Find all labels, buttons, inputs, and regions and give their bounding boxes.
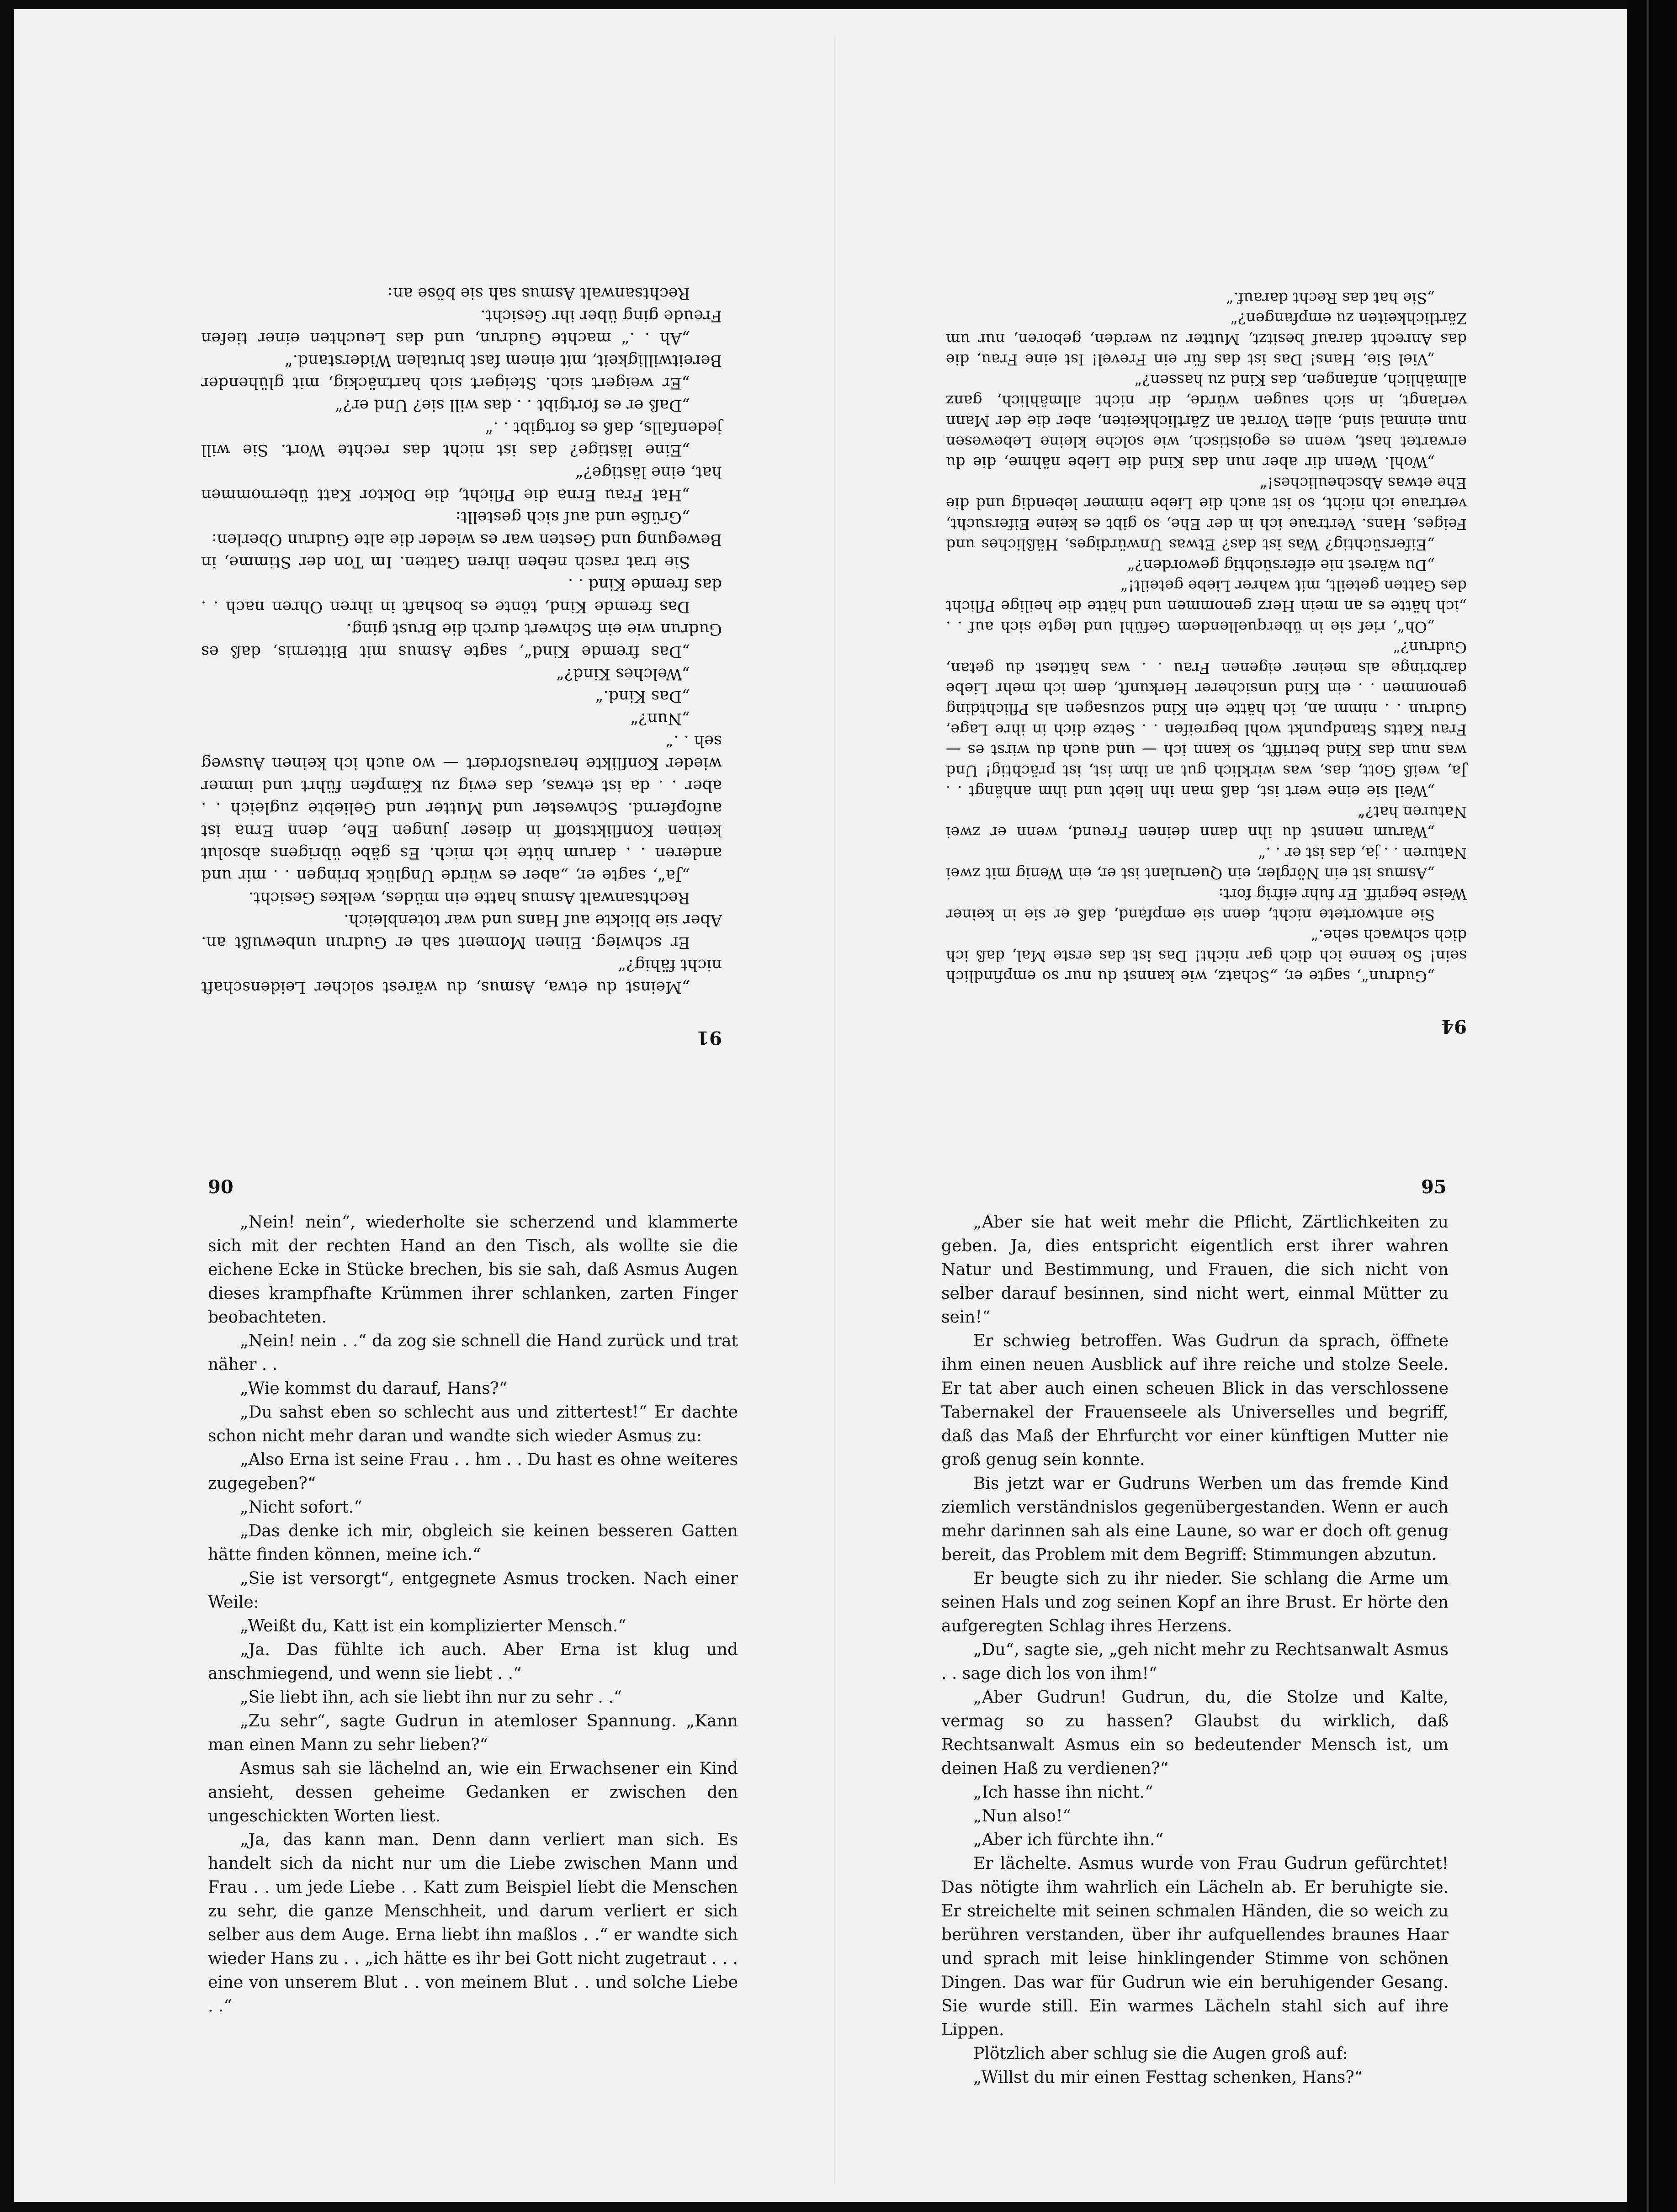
paragraph: „Eifersüchtig? Was ist das? Etwas Unwürdiges, Häßliches und Feiges, Hans. Vertraue ich in der Ehe, so gibt es keine Eifersucht, vertraue ich nicht, so ist auch die Liebe nimmer lebendig und die Ehe etwas Abscheuliches!“ bbox=[946, 474, 1467, 554]
paragraph: Das fremde Kind, tönte es boshaft in ihren Ohren nach . . das fremde Kind . . bbox=[201, 575, 722, 616]
paragraph: „Meinst du etwa, Asmus, du wärest solcher Leidenschaft nicht fähig?“ bbox=[201, 956, 722, 996]
paragraph: „Eine lästige? das ist nicht das rechte Wort. Sie will jedenfalls, daß es fortgibt . .“ bbox=[201, 418, 722, 459]
paragraph: „Aber Gudrun! Gudrun, du, die Stolze und Kalte, vermag so zu hassen? Glaubst du wirklich, daß Rechtsanwalt Asmus ein so bedeutender Mensch ist, um deinen Haß zu verdienen?“ bbox=[941, 1688, 1449, 1778]
paragraph: Er lächelte. Asmus wurde von Frau Gudrun gefürchtet! Das nötigte ihm wahrlich ein Lächeln ab. Er beruhigte sie. Er streichelte mit seinen schmalen Händen, die so weich zu berühren verstanden, über ihr aufquellendes braunes Haar und sprach mit leise hinklingender Stimme von schönen Dingen. Das war für Gudrun wie ein beruhigender Gesang. Sie wurde still. Ein warmes Lächeln stahl sich auf ihre Lippen. bbox=[941, 1854, 1449, 2039]
paragraph: „Nein! nein“, wiederholte sie scherzend und klammerte sich mit der rechten Hand an den Tisch, als wollte sie die eichene Ecke in Stücke brechen, bis sie sah, daß Asmus Augen dieses krampfhafte Krümmen ihrer schlanken, zarten Finger beobachteten. bbox=[208, 1213, 738, 1327]
paragraph: „Du“, sagte sie, „geh nicht mehr zu Rechtsanwalt Asmus . . sage dich los von ihm!“ bbox=[941, 1640, 1449, 1683]
paragraph: „Das Kind.“ bbox=[595, 687, 690, 705]
page-number-90: 90 bbox=[208, 1176, 234, 1198]
paragraph: „Asmus ist ein Nörgler, ein Querulant ist er, ein Wenig mit zwei Naturen . . ja, das ist er . .“ bbox=[946, 844, 1467, 883]
paragraph: „Du wärest nie eifersüchtig geworden?“ bbox=[1127, 556, 1435, 574]
lower-right-text-column bbox=[941, 1211, 1449, 2090]
paragraph: „Viel Sie, Hans! Das ist das für ein Frevel! Ist eine Frau, die das Anrecht darauf besitzt, Mutter zu werden, geboren, nur um Zärtlichkeiten zu empfangen?“ bbox=[946, 310, 1467, 369]
paragraph: „Oh“, rief sie in überquellendem Gefühl und legte sich auf . . „ich hätte es an mein Herz genommen und hätte die heilige Pflicht des Gatten geteilt, mit wahrer Liebe geteilt!“ bbox=[946, 577, 1467, 636]
paragraph: „Weißt du, Katt ist ein komplizierter Mensch.“ bbox=[240, 1617, 626, 1635]
paragraph: „Also Erna ist seine Frau . . hm . . Du hast es ohne weiteres zugegeben?“ bbox=[208, 1450, 738, 1493]
paragraph: „Nun also!“ bbox=[973, 1807, 1071, 1826]
page-number: 91 bbox=[696, 1027, 722, 1048]
paragraph: „Aber sie hat weit mehr die Pflicht, Zärtlichkeiten zu geben. Ja, dies entspricht eigentlich erst ihrer wahren Natur und Bestimmung, und Frauen, die sich nicht von selber darauf besinnen, sind nicht wert, einmal Mütter zu sein!“ bbox=[941, 1213, 1449, 1327]
paragraph: „Aber ich fürchte ihn.“ bbox=[973, 1831, 1163, 1849]
page-number-95: 95 bbox=[1421, 1176, 1447, 1198]
paragraph: „Nein! nein . .“ da zog sie schnell die Hand zurück und trat näher . . bbox=[208, 1332, 738, 1374]
paragraph: „Wie kommst du darauf, Hans?“ bbox=[240, 1379, 508, 1398]
paragraph: „Grüße und auf sich gestellt: bbox=[455, 508, 690, 526]
paragraph: „Wohl. Wenn dir aber nun das Kind die Liebe nähme, die du erwartet hast, wenn es egoistisch, wie solche kleine Lebewesen nun einmal sind, allen Vorrat an Zärtlichkeiten, aber die der Mann verlangt, in sich saugen würde, dir nicht allmählich, ganz allmählich, anfangen, das Kind zu hassen?“ bbox=[946, 371, 1467, 471]
paragraph: Er schwieg. Einen Moment sah er Gudrun unbewußt an. Aber sie blickte auf Hans und war totenbleich. bbox=[201, 911, 722, 952]
paragraph: „Gudrun“, sagte er, „Schatz, wie kannst du nur so empfindlich sein! So kenne ich dich gar nicht! Das ist das erste Mal, daß ich dich schwach sehe.“ bbox=[946, 926, 1467, 985]
paragraph: „Ja. Das fühlte ich auch. Aber Erna ist klug und anschmiegend, und wenn sie liebt . .“ bbox=[208, 1640, 738, 1683]
page-number: 94 bbox=[1441, 1016, 1467, 1037]
paragraph: „Er weigert sich. Steigert sich hartnäckig, mit glühender Bereitwilligkeit, mit einem fast brutalen Widerstand.“ bbox=[201, 351, 722, 392]
paragraph: „Sie liebt ihn, ach sie liebt ihn nur zu sehr . .“ bbox=[240, 1688, 622, 1707]
paragraph: „Ah . .“ machte Gudrun, und das Leuchten einer tiefen Freude ging über ihr Gesicht. bbox=[201, 307, 722, 347]
paragraph: Sie antwortete nicht, denn sie empfand, daß er sie in keiner Weise begriff. Er fuhr eifrig fort: bbox=[946, 885, 1467, 924]
paragraph: Rechtsanwalt Asmus sah sie böse an: bbox=[387, 284, 690, 302]
scanner-edge bbox=[1627, 0, 1677, 2212]
paragraph: „Hat Frau Erna die Pflicht, die Doktor Katt übernommen hat, eine lästige?“ bbox=[201, 463, 722, 504]
paragraph: „Nicht sofort.“ bbox=[240, 1498, 362, 1517]
paragraph: Er beugte sich zu ihr nieder. Sie schlang die Arme um seinen Hals und zog seinen Kopf an ihre Brust. Er hörte den aufgeregten Schlag ihres Herzens. bbox=[941, 1569, 1449, 1635]
paragraph: „Sie ist versorgt“, entgegnete Asmus trocken. Nach einer Weile: bbox=[208, 1569, 738, 1612]
page-fold bbox=[834, 37, 835, 2184]
paragraph: „Sie hat das Recht darauf.“ bbox=[1226, 289, 1435, 307]
paragraph: „Zu sehr“, sagte Gudrun in atemloser Spannung. „Kann man einen Mann zu sehr lieben?“ bbox=[208, 1712, 738, 1754]
paragraph: „Daß er es fortgibt . . das will sie? Und er?“ bbox=[335, 396, 690, 414]
paragraph: Er schwieg betroffen. Was Gudrun da sprach, öffnete ihm einen neuen Ausblick auf ihre reiche und stolze Seele. Er tat aber auch einen scheuen Blick in das verschlossene Tabernakel der Frauenseele als Universelles und begriff, daß das Maß der Ehrfurcht vor einer künftigen Mutter nie groß genug sein konnte. bbox=[941, 1332, 1449, 1469]
paragraph: „Ja, das kann man. Denn dann verliert man sich. Es handelt sich da nicht nur um die Liebe zwischen Mann und Frau . . um jede Liebe . . Katt zum Beispiel liebt die Menschen zu sehr, die ganze Menschheit, und darum verliert er sich selber aus dem Auge. Erna liebt ihn maßlos . .“ er wandte sich wieder Hans zu . . „ich hätte es ihr bei Gott nicht zugetraut . . . eine von unserem Blut . . von meinem Blut . . und solche Liebe . .“ bbox=[208, 1831, 738, 2016]
paragraph: „Willst du mir einen Festtag schenken, Hans?“ bbox=[973, 2068, 1363, 2087]
lower-left-text-column bbox=[208, 1211, 738, 2018]
paragraph: Asmus sah sie lächelnd an, wie ein Erwachsener ein Kind ansieht, dessen geheime Gedanken er zwischen den ungeschickten Worten liest. bbox=[208, 1759, 738, 1826]
upper-left-page bbox=[201, 126, 722, 1048]
paragraph: Plötzlich aber schlug sie die Augen groß auf: bbox=[973, 2044, 1348, 2063]
paragraph: „Nun?“ bbox=[630, 709, 690, 728]
paragraph: „Ich hasse ihn nicht.“ bbox=[973, 1783, 1153, 1802]
paragraph: „Warum nennst du ihn dann deinen Freund, wenn er zwei Naturen hat?“ bbox=[946, 803, 1467, 841]
paragraph: „Welches Kind?“ bbox=[556, 665, 690, 683]
paragraph: „Das fremde Kind“, sagte Asmus mit Bitternis, daß es Gudrun wie ein Schwert durch die Brust ging. bbox=[201, 620, 722, 661]
paragraph: „Du sahst eben so schlecht aus und zittertest!“ Er dachte schon nicht mehr daran und wandte sich wieder Asmus zu: bbox=[208, 1403, 738, 1445]
upper-right-page bbox=[946, 132, 1467, 1037]
scanned-spread bbox=[14, 9, 1627, 2202]
paragraph: „Ja“, sagte er, „aber es würde Unglück bringen . . mir und anderen . . darum hüte ich mich. Es gäbe übrigens absolut keinen Konfliktstoff in dieser jungen Ehe, denn Erna ist aufopfernd. Schwester und Mutter und Geliebte zugleich . . aber . . da ist etwas, das ewig zu Kämpfen führt und immer wieder Konflikte herausfordert — wo auch ich keinen Ausweg seh . .“ bbox=[201, 732, 722, 884]
paragraph: Sie trat rasch neben ihren Gatten. Im Ton der Stimme, in Bewegung und Gesten war es wieder die alte Gudrun Oberlen: bbox=[201, 530, 722, 571]
paragraph: „Das denke ich mir, obgleich sie keinen besseren Gatten hätte finden können, meine ich.“ bbox=[208, 1522, 738, 1564]
scanner-edge-line bbox=[1647, 0, 1649, 2212]
page-text-column bbox=[946, 288, 1467, 987]
paragraph: Rechtsanwalt Asmus hatte ein müdes, welkes Gesicht. bbox=[249, 889, 690, 907]
paragraph: „Weil sie eine wert ist, daß man ihn liebt und ihm anhängt . . Ja, weiß Gott, das, was wirklich gut an ihm ist, ist prächtig! Und was nun das Kind betrifft, so kann ich — und auch du wirst es — Frau Katts Standpunkt wohl begreifen . . Setze dich in ihre Lage, Gudrun . . nimm an, ich hätte ein Kind sozusagen als Pflichtding genommen . . ein Kind unsicherer Herkunft, dem ich mehr Liebe darbringe als meiner eigenen Frau . . was hättest du getan, Gudrun?“ bbox=[946, 639, 1467, 800]
paragraph: Bis jetzt war er Gudruns Werben um das fremde Kind ziemlich verständnislos gegenübergestanden. Wenn er auch mehr darinnen sah als eine Laune, so war er doch oft genug bereit, das Problem mit dem Begriff: Stimmungen abzutun. bbox=[941, 1474, 1449, 1564]
page-text-column bbox=[201, 282, 722, 998]
